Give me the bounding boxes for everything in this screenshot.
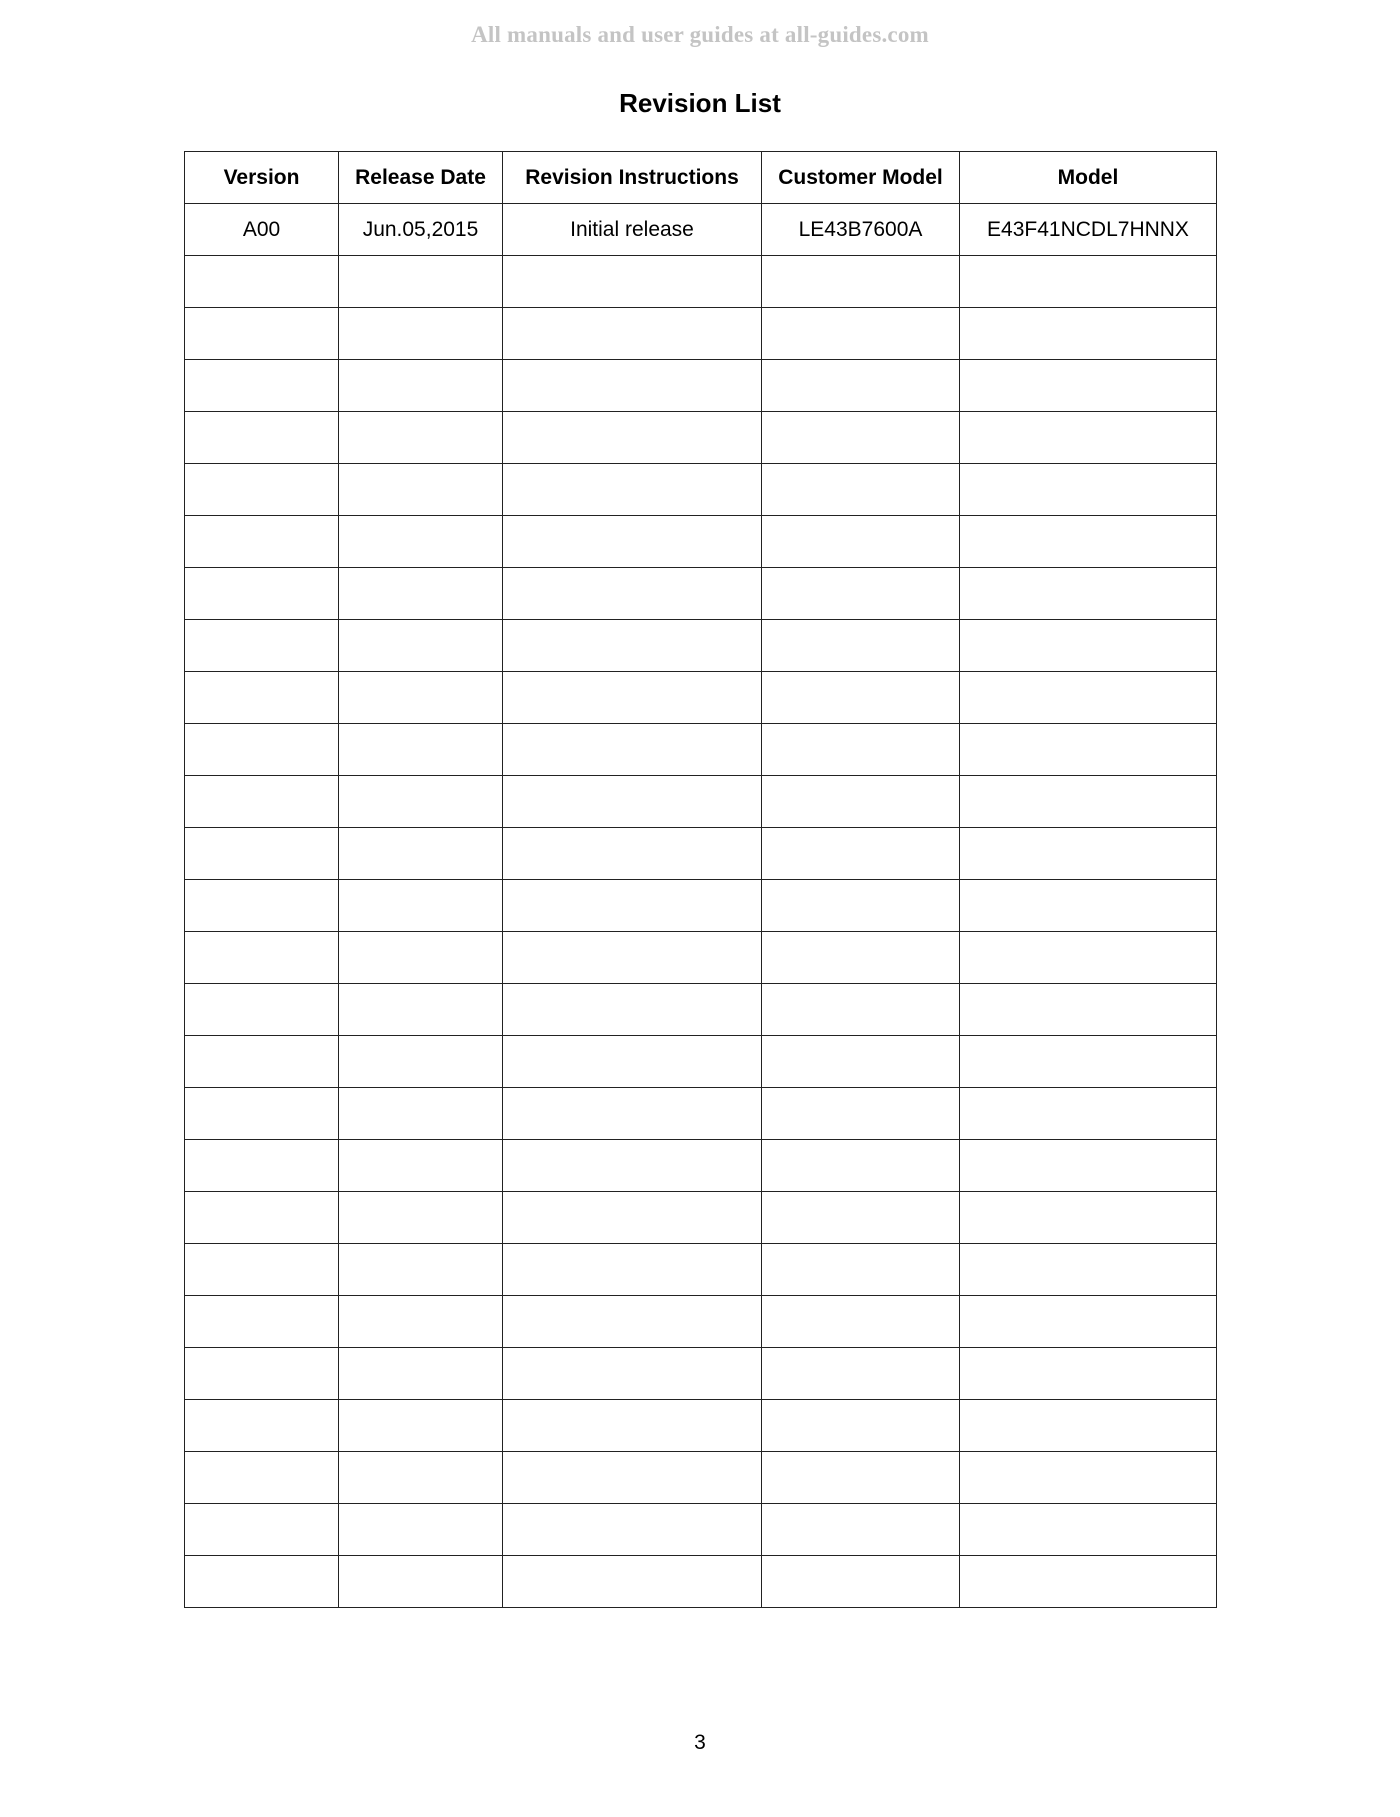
watermark: All manuals and user guides at all-guides.com [471, 22, 929, 47]
table-cell-customer-model [762, 1140, 960, 1192]
table-cell-version [185, 1296, 339, 1348]
table-cell-customer-model [762, 1348, 960, 1400]
table-cell-revision-instructions [503, 880, 762, 932]
table-cell-release-date [339, 1036, 503, 1088]
table-row [185, 1296, 1217, 1348]
table-cell-customer-model [762, 568, 960, 620]
table-cell-version [185, 360, 339, 412]
table-row [185, 1140, 1217, 1192]
column-header-release-date: Release Date [339, 152, 503, 204]
table-cell-version [185, 256, 339, 308]
table-cell-customer-model [762, 1556, 960, 1608]
table-cell-version [185, 724, 339, 776]
table-cell-model [960, 1504, 1217, 1556]
table-row [185, 256, 1217, 308]
table-cell-customer-model [762, 1192, 960, 1244]
table-cell-customer-model [762, 984, 960, 1036]
column-header-version: Version [185, 152, 339, 204]
table-cell-model [960, 516, 1217, 568]
table-cell-model [960, 1556, 1217, 1608]
table-cell-revision-instructions [503, 568, 762, 620]
table-cell-version [185, 984, 339, 1036]
table-row [185, 516, 1217, 568]
table-cell-release-date [339, 308, 503, 360]
table-cell-model: E43F41NCDL7HNNX [960, 204, 1217, 256]
table-cell-release-date [339, 724, 503, 776]
table-cell-revision-instructions [503, 412, 762, 464]
table-cell-revision-instructions [503, 1140, 762, 1192]
table-row [185, 412, 1217, 464]
table-cell-customer-model [762, 360, 960, 412]
table-cell-revision-instructions [503, 516, 762, 568]
table-cell-release-date [339, 464, 503, 516]
table-cell-release-date [339, 620, 503, 672]
table-cell-customer-model: LE43B7600A [762, 204, 960, 256]
table-cell-release-date [339, 1296, 503, 1348]
table-cell-release-date [339, 828, 503, 880]
table-cell-release-date: Jun.05,2015 [339, 204, 503, 256]
table-cell-customer-model [762, 828, 960, 880]
table-cell-release-date [339, 1556, 503, 1608]
table-cell-customer-model [762, 1036, 960, 1088]
table-cell-revision-instructions [503, 1556, 762, 1608]
table-cell-revision-instructions [503, 464, 762, 516]
table-cell-release-date [339, 360, 503, 412]
table-cell-model [960, 776, 1217, 828]
table-cell-model [960, 724, 1217, 776]
page-number: 3 [694, 1731, 706, 1754]
table-cell-model [960, 1192, 1217, 1244]
table-cell-customer-model [762, 1504, 960, 1556]
table-cell-version [185, 620, 339, 672]
table-cell-customer-model [762, 1400, 960, 1452]
table-cell-revision-instructions [503, 1452, 762, 1504]
table-cell-revision-instructions [503, 1192, 762, 1244]
table-row [185, 672, 1217, 724]
table-cell-model [960, 1140, 1217, 1192]
table-row [185, 204, 1217, 256]
column-header-model: Model [960, 152, 1217, 204]
table-cell-release-date [339, 1140, 503, 1192]
table-cell-version [185, 412, 339, 464]
table-cell-customer-model [762, 308, 960, 360]
table-cell-version [185, 1400, 339, 1452]
table-cell-release-date [339, 1348, 503, 1400]
table-cell-release-date [339, 932, 503, 984]
table-cell-revision-instructions [503, 776, 762, 828]
table-cell-release-date [339, 1088, 503, 1140]
table-cell-revision-instructions [503, 1088, 762, 1140]
table-cell-version [185, 1452, 339, 1504]
table-cell-customer-model [762, 1452, 960, 1504]
table-cell-version [185, 880, 339, 932]
table-cell-customer-model [762, 1088, 960, 1140]
table-cell-model [960, 672, 1217, 724]
table-cell-release-date [339, 1400, 503, 1452]
table-row [185, 308, 1217, 360]
table-row [185, 568, 1217, 620]
table-cell-version [185, 568, 339, 620]
table-cell-customer-model [762, 932, 960, 984]
table-row [185, 1036, 1217, 1088]
table-row [185, 932, 1217, 984]
table-cell-model [960, 1088, 1217, 1140]
table-cell-version [185, 672, 339, 724]
table-row [185, 1192, 1217, 1244]
table-row [185, 1244, 1217, 1296]
table-cell-version: A00 [185, 204, 339, 256]
table-cell-release-date [339, 880, 503, 932]
table-cell-model [960, 1452, 1217, 1504]
table-cell-revision-instructions [503, 828, 762, 880]
table-cell-customer-model [762, 412, 960, 464]
table-cell-release-date [339, 1244, 503, 1296]
table-cell-customer-model [762, 620, 960, 672]
table-cell-customer-model [762, 256, 960, 308]
column-header-customer-model: Customer Model [762, 152, 960, 204]
table-cell-model [960, 932, 1217, 984]
table-cell-model [960, 308, 1217, 360]
table-cell-version [185, 308, 339, 360]
table-cell-customer-model [762, 776, 960, 828]
table-cell-version [185, 1140, 339, 1192]
table-cell-release-date [339, 412, 503, 464]
table-row [185, 776, 1217, 828]
table-row [185, 984, 1217, 1036]
table-cell-version [185, 516, 339, 568]
table-cell-revision-instructions [503, 256, 762, 308]
table-row [185, 828, 1217, 880]
table-cell-model [960, 360, 1217, 412]
table-cell-model [960, 464, 1217, 516]
table-row [185, 1556, 1217, 1608]
table-cell-customer-model [762, 672, 960, 724]
table-row [185, 360, 1217, 412]
page-title: Revision List [619, 88, 781, 118]
table-cell-release-date [339, 776, 503, 828]
table-cell-revision-instructions [503, 1036, 762, 1088]
table-cell-release-date [339, 1192, 503, 1244]
table-cell-model [960, 412, 1217, 464]
table-cell-model [960, 620, 1217, 672]
table-cell-revision-instructions [503, 724, 762, 776]
table-cell-revision-instructions [503, 672, 762, 724]
table-cell-customer-model [762, 724, 960, 776]
table-cell-version [185, 1556, 339, 1608]
table-cell-customer-model [762, 1296, 960, 1348]
column-header-revision-instructions: Revision Instructions [503, 152, 762, 204]
table-cell-release-date [339, 516, 503, 568]
table-cell-revision-instructions [503, 1296, 762, 1348]
revision-table [184, 151, 1217, 1608]
table-cell-version [185, 1036, 339, 1088]
table-row [185, 1348, 1217, 1400]
table-cell-version [185, 828, 339, 880]
table-row [185, 1504, 1217, 1556]
table-row [185, 1088, 1217, 1140]
table-cell-revision-instructions [503, 308, 762, 360]
table-cell-model [960, 1036, 1217, 1088]
table-cell-release-date [339, 672, 503, 724]
table-cell-version [185, 1504, 339, 1556]
table-cell-release-date [339, 568, 503, 620]
table-row [185, 880, 1217, 932]
table-row [185, 724, 1217, 776]
table-cell-model [960, 828, 1217, 880]
table-cell-revision-instructions [503, 360, 762, 412]
table-cell-revision-instructions [503, 932, 762, 984]
table-cell-revision-instructions: Initial release [503, 204, 762, 256]
table-cell-model [960, 1244, 1217, 1296]
table-cell-customer-model [762, 880, 960, 932]
table-cell-revision-instructions [503, 1348, 762, 1400]
table-header-row [185, 152, 1217, 204]
table-cell-customer-model [762, 516, 960, 568]
table-cell-version [185, 932, 339, 984]
table-cell-model [960, 256, 1217, 308]
table-cell-revision-instructions [503, 1244, 762, 1296]
table-row [185, 620, 1217, 672]
table-cell-revision-instructions [503, 1400, 762, 1452]
table-cell-customer-model [762, 1244, 960, 1296]
table-cell-customer-model [762, 464, 960, 516]
table-cell-model [960, 984, 1217, 1036]
table-row [185, 1400, 1217, 1452]
table-cell-revision-instructions [503, 620, 762, 672]
table-cell-version [185, 1348, 339, 1400]
table-cell-model [960, 1348, 1217, 1400]
table-cell-revision-instructions [503, 984, 762, 1036]
table-cell-release-date [339, 256, 503, 308]
table-cell-version [185, 1192, 339, 1244]
table-row [185, 464, 1217, 516]
table-cell-version [185, 464, 339, 516]
table-cell-model [960, 568, 1217, 620]
table-cell-model [960, 880, 1217, 932]
table-cell-version [185, 776, 339, 828]
table-cell-release-date [339, 1452, 503, 1504]
table-cell-version [185, 1244, 339, 1296]
table-cell-model [960, 1400, 1217, 1452]
table-body [185, 204, 1217, 1608]
table-cell-revision-instructions [503, 1504, 762, 1556]
table-cell-release-date [339, 984, 503, 1036]
table-cell-release-date [339, 1504, 503, 1556]
table-row [185, 1452, 1217, 1504]
table-cell-version [185, 1088, 339, 1140]
table-cell-model [960, 1296, 1217, 1348]
